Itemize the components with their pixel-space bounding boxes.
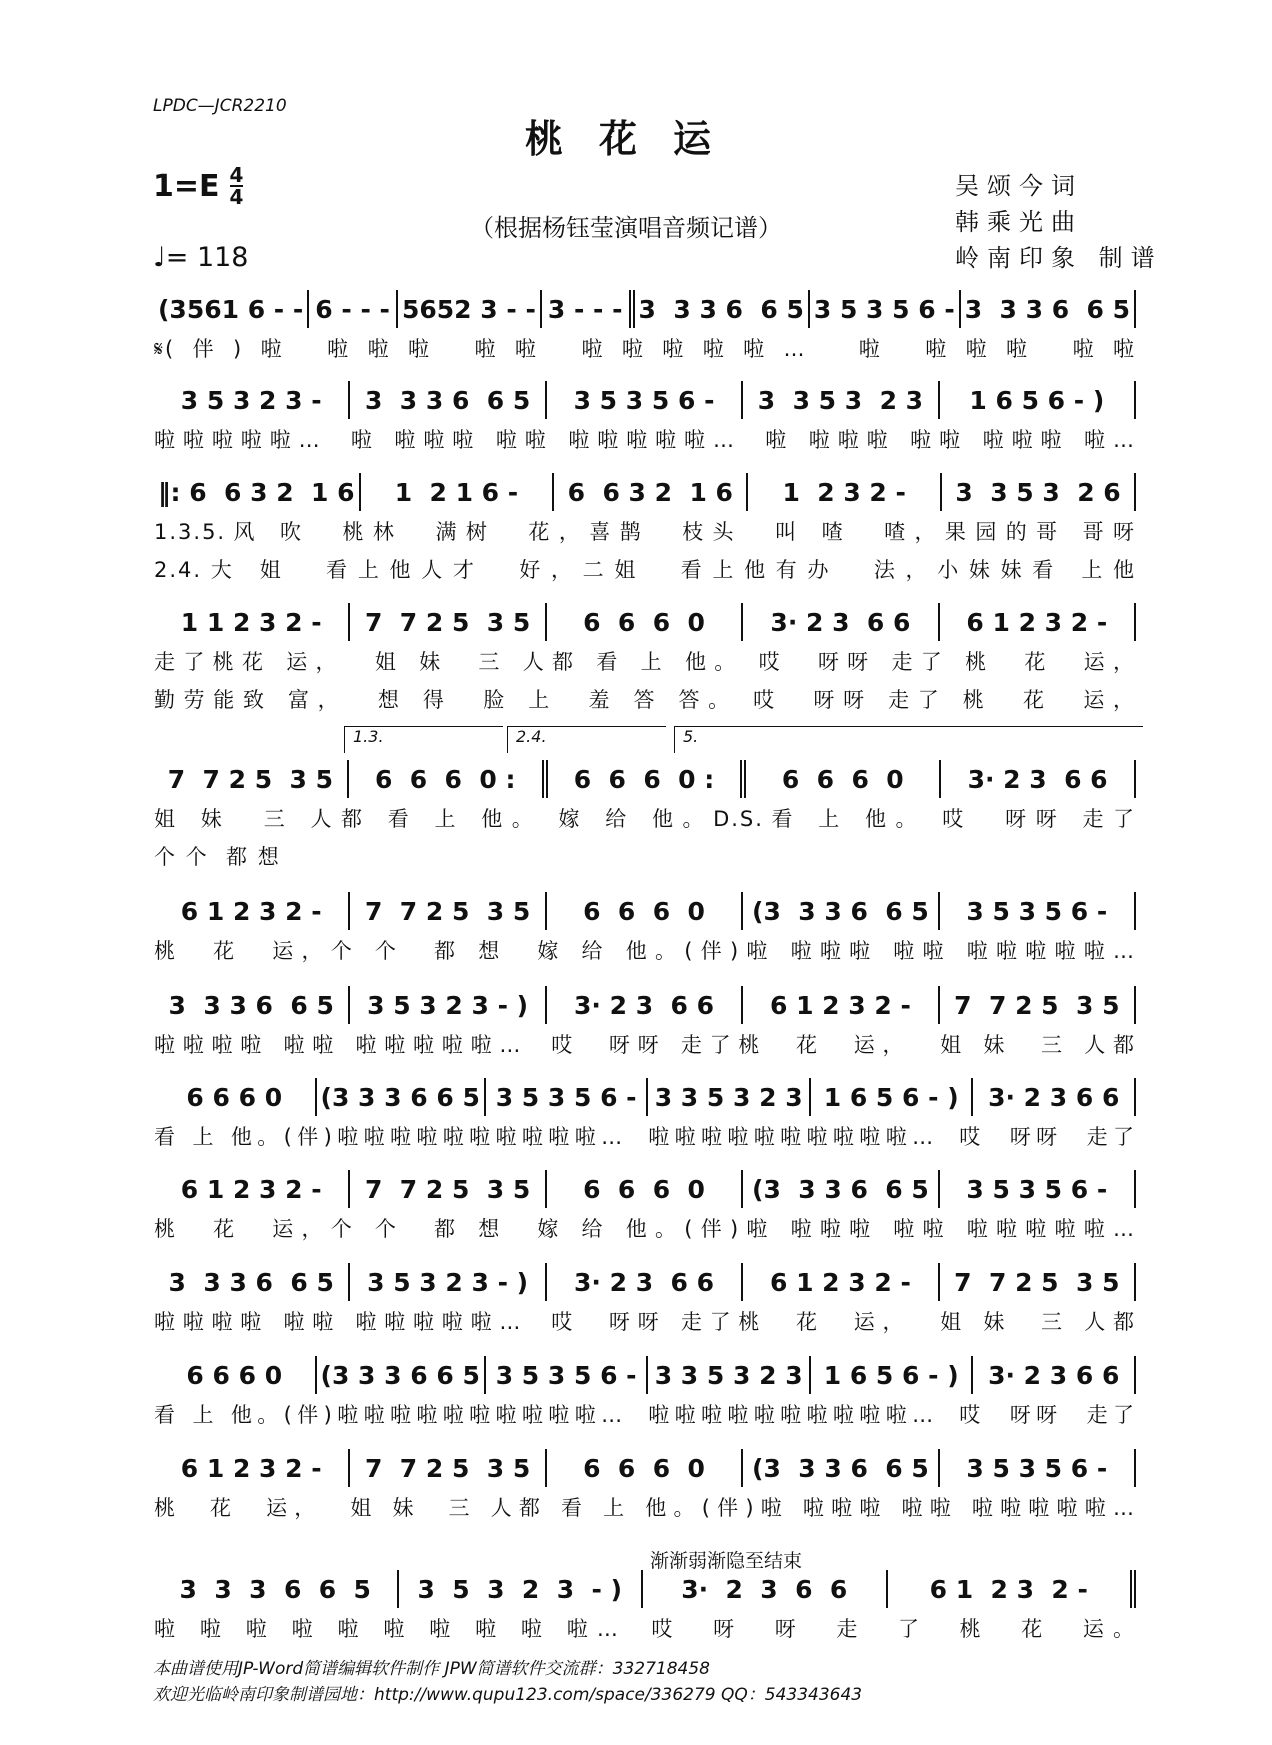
notes-row — [154, 892, 1136, 930]
measure: (3 3 3 6 6 5 — [317, 1356, 486, 1394]
time-bottom: 4 — [229, 185, 244, 209]
measure: 6 6 6 0 — [547, 892, 743, 930]
measure: 6 6 6 0 : — [349, 760, 548, 798]
measure: 3 3 3 6 6 5 — [635, 290, 810, 328]
measure: 3 3 5 3 2 3 — [743, 381, 939, 419]
system-8 — [154, 1078, 1136, 1154]
lyrics-line: 看 上 他。(伴)啦啦啦啦啦啦啦啦啦啦… 啦啦啦啦啦啦啦啦啦啦… 哎 呀呀 走了 — [154, 1125, 1136, 1149]
measure: 6 6 3 2 1 6 — [554, 473, 748, 511]
notes-row — [154, 473, 1136, 511]
measure: 3 3 5 3 2 3 — [648, 1356, 811, 1394]
measure: 7 7 2 5 3 5 — [350, 1170, 546, 1208]
lyrics-line: 姐 妹 三 人都 看 上 他。 嫁 给 他。D.S.看 上 他。 哎 呀呀 走了 — [154, 807, 1136, 831]
measure: 3· 2 3 6 6 — [973, 1356, 1136, 1394]
measure: 3 3 3 6 6 5 — [350, 381, 546, 419]
notes-row — [154, 1263, 1136, 1301]
measure: 6 1 2 3 2 - — [743, 986, 939, 1024]
measure: (3 3 3 6 6 5 — [743, 1449, 939, 1487]
measure: 3 5 3 2 3 - ) — [350, 1263, 546, 1301]
dynamics-text: 渐渐弱渐隐至结束 — [650, 1550, 803, 1572]
measure: 3 3 3 6 6 5 — [154, 1263, 350, 1301]
measure: 3 3 5 3 2 6 — [942, 473, 1136, 511]
measure: 3 5 3 5 6 - — [486, 1078, 649, 1116]
measure: 3 5 3 2 3 - ) — [399, 1570, 644, 1608]
measure: 6 6 6 0 — [547, 603, 743, 641]
subtitle: （根据杨钰莹演唱音频记谱） — [470, 214, 782, 242]
lyrics-line: 走了桃花 运， 姐 妹 三 人都 看 上 他。 哎 呀呀 走了 桃 花 运， — [154, 650, 1136, 674]
measure: 3 5 3 2 3 - — [154, 381, 350, 419]
measure: (3 3 3 6 6 5 — [317, 1078, 486, 1116]
system-5 — [154, 727, 1136, 874]
measure: 3 5 3 5 6 - — [940, 1449, 1136, 1487]
lyricist: 吴颂今词 — [955, 172, 1083, 200]
credits — [955, 168, 1163, 276]
lyrics-line: 啦啦啦啦啦… 啦 啦啦啦 啦啦 啦啦啦啦啦… 啦 啦啦啦 啦啦 啦啦啦 啦… — [154, 428, 1136, 452]
footer-line-2: 欢迎光临岭南印象制谱园地：http://www.qupu123.com/space/336279 QQ：543343643 — [153, 1685, 863, 1705]
measure: 3· 2 3 6 6 — [547, 1263, 743, 1301]
volta-bracket: 2.4. — [507, 726, 666, 753]
measure: 1 1 2 3 2 - — [154, 603, 350, 641]
system-1 — [154, 290, 1136, 366]
measure: 3 3 5 3 2 3 — [648, 1078, 811, 1116]
system-11 — [154, 1356, 1136, 1432]
notes-row — [154, 986, 1136, 1024]
measure: ‖: 6 6 3 2 1 6 — [154, 473, 361, 511]
measure: 3 5 3 5 6 - — [940, 1170, 1136, 1208]
measure: 7 7 2 5 3 5 — [350, 1449, 546, 1487]
measure: 1 6 5 6 - ) — [940, 381, 1136, 419]
measure: 1 6 5 6 - ) — [811, 1078, 974, 1116]
measure: 3 5 3 5 6 - — [486, 1356, 649, 1394]
score-code: LPDC—JCR2210 — [153, 96, 287, 116]
system-6 — [154, 892, 1136, 968]
composer: 韩乘光曲 — [955, 208, 1083, 236]
measure: 7 7 2 5 3 5 — [940, 986, 1136, 1024]
lyrics-line: 1.3.5.风 吹 桃林 满树 花，喜鹊 枝头 叫 喳 喳，果园的哥 哥呀 — [154, 520, 1136, 544]
measure: (3561 6 - - — [154, 290, 309, 328]
lyrics-line: 看 上 他。(伴)啦啦啦啦啦啦啦啦啦啦… 啦啦啦啦啦啦啦啦啦啦… 哎 呀呀 走了 — [154, 1403, 1136, 1427]
volta-bracket: 1.3. — [344, 726, 503, 753]
lyrics-line: 桃 花 运，个 个 都 想 嫁 给 他。(伴)啦 啦啦啦 啦啦 啦啦啦啦啦… — [154, 939, 1136, 963]
measure: 3 3 3 6 6 5 — [154, 1570, 399, 1608]
system-12 — [154, 1449, 1136, 1525]
measure: 6 1 2 3 2 - — [154, 1170, 350, 1208]
measure: 7 7 2 5 3 5 — [940, 1263, 1136, 1301]
notes-row — [154, 1449, 1136, 1487]
measure: 6 6 6 0 — [746, 760, 941, 798]
measure: 7 7 2 5 3 5 — [350, 603, 546, 641]
system-10 — [154, 1263, 1136, 1339]
measure: (3 3 3 6 6 5 — [743, 1170, 939, 1208]
measure: 3· 2 3 6 6 — [643, 1570, 888, 1608]
measure: 1 2 3 2 - — [748, 473, 942, 511]
measure: 3 5 3 5 6 - — [547, 381, 743, 419]
measure: 3· 2 3 6 6 — [743, 603, 939, 641]
tempo-mark: ♩= 118 — [153, 242, 249, 273]
measure: 7 7 2 5 3 5 — [154, 760, 349, 798]
measure: 6 1 2 3 2 - — [940, 603, 1136, 641]
measure: 3 5 3 5 6 - — [810, 290, 961, 328]
measure: 6 6 6 0 — [547, 1449, 743, 1487]
lyrics-line: 啦啦啦啦 啦啦 啦啦啦啦啦… 哎 呀呀 走了桃 花 运， 姐 妹 三 人都 — [154, 1310, 1136, 1334]
time-top: 4 — [229, 163, 244, 187]
measure: 6 1 2 3 2 - — [743, 1263, 939, 1301]
key-label: 1=E — [153, 168, 220, 204]
lyrics-line: 个 个 都 想 — [154, 845, 281, 869]
system-4 — [154, 603, 1136, 717]
system-13 — [154, 1570, 1136, 1646]
measure: 3 5 3 5 6 - — [940, 892, 1136, 930]
notes-row — [154, 760, 1136, 798]
lyrics-line: 桃 花 运， 姐 妹 三 人都 看 上 他。(伴)啦 啦啦啦 啦啦 啦啦啦啦啦… — [154, 1496, 1136, 1520]
measure: 6 1 2 3 2 - — [888, 1570, 1137, 1608]
system-2 — [154, 381, 1136, 457]
notes-row — [154, 1570, 1136, 1608]
lyrics-line: 啦啦啦啦 啦啦 啦啦啦啦啦… 哎 呀呀 走了桃 花 运， 姐 妹 三 人都 — [154, 1033, 1136, 1057]
system-9 — [154, 1170, 1136, 1246]
lyrics-line: 勤劳能致 富， 想 得 脸 上 羞 答 答。 哎 呀呀 走了 桃 花 运， — [154, 688, 1136, 712]
measure: 3 - - - — [542, 290, 635, 328]
measure: (3 3 3 6 6 5 — [743, 892, 939, 930]
measure: 7 7 2 5 3 5 — [350, 892, 546, 930]
measure: 1 6 5 6 - ) — [811, 1356, 974, 1394]
arranger: 岭南印象 制谱 — [955, 244, 1163, 272]
song-title: 桃花运 — [524, 116, 747, 161]
notes-row — [154, 1356, 1136, 1394]
measure: 6 1 2 3 2 - — [154, 1449, 350, 1487]
measure: 3· 2 3 6 6 — [941, 760, 1136, 798]
measure: 6 6 6 0 : — [548, 760, 747, 798]
measure: 6 6 6 0 — [547, 1170, 743, 1208]
lyrics-line: 2.4.大 姐 看上他人才 好，二姐 看上他有办 法，小妹妹看 上他 — [154, 558, 1136, 582]
measure: 5652 3 - - — [398, 290, 542, 328]
lyrics-line: 桃 花 运，个 个 都 想 嫁 给 他。(伴)啦 啦啦啦 啦啦 啦啦啦啦啦… — [154, 1217, 1136, 1241]
notes-row — [154, 603, 1136, 641]
system-3 — [154, 473, 1136, 587]
measure: 6 - - - — [309, 290, 398, 328]
measure: 3· 2 3 6 6 — [547, 986, 743, 1024]
measure: 6 1 2 3 2 - — [154, 892, 350, 930]
lyrics-line: 啦 啦 啦 啦 啦 啦 啦 啦 啦 啦… 哎 呀 呀 走 了 桃 花 运。 — [154, 1617, 1136, 1641]
footer-line-1: 本曲谱使用JP-Word简谱编辑软件制作 JPW简谱软件交流群：332718458 — [153, 1659, 710, 1679]
measure: 1 2 1 6 - — [361, 473, 555, 511]
system-7 — [154, 986, 1136, 1062]
notes-row — [154, 381, 1136, 419]
measure: 3 3 3 6 6 5 — [154, 986, 350, 1024]
notes-row — [154, 1078, 1136, 1116]
measure: 6 6 6 0 — [154, 1356, 317, 1394]
notes-row — [154, 1170, 1136, 1208]
key-signature — [153, 165, 243, 207]
time-signature — [230, 165, 244, 207]
volta-bracket: 5. — [674, 726, 1143, 753]
measure: 3 3 3 6 6 5 — [961, 290, 1136, 328]
notes-row — [154, 290, 1136, 328]
measure: 3· 2 3 6 6 — [973, 1078, 1136, 1116]
measure: 6 6 6 0 — [154, 1078, 317, 1116]
lyrics-line: 𝄋(伴)啦 啦啦啦 啦啦 啦啦啦啦啦… 啦 啦啦啦 啦啦 — [154, 337, 1136, 361]
measure: 3 5 3 2 3 - ) — [350, 986, 546, 1024]
